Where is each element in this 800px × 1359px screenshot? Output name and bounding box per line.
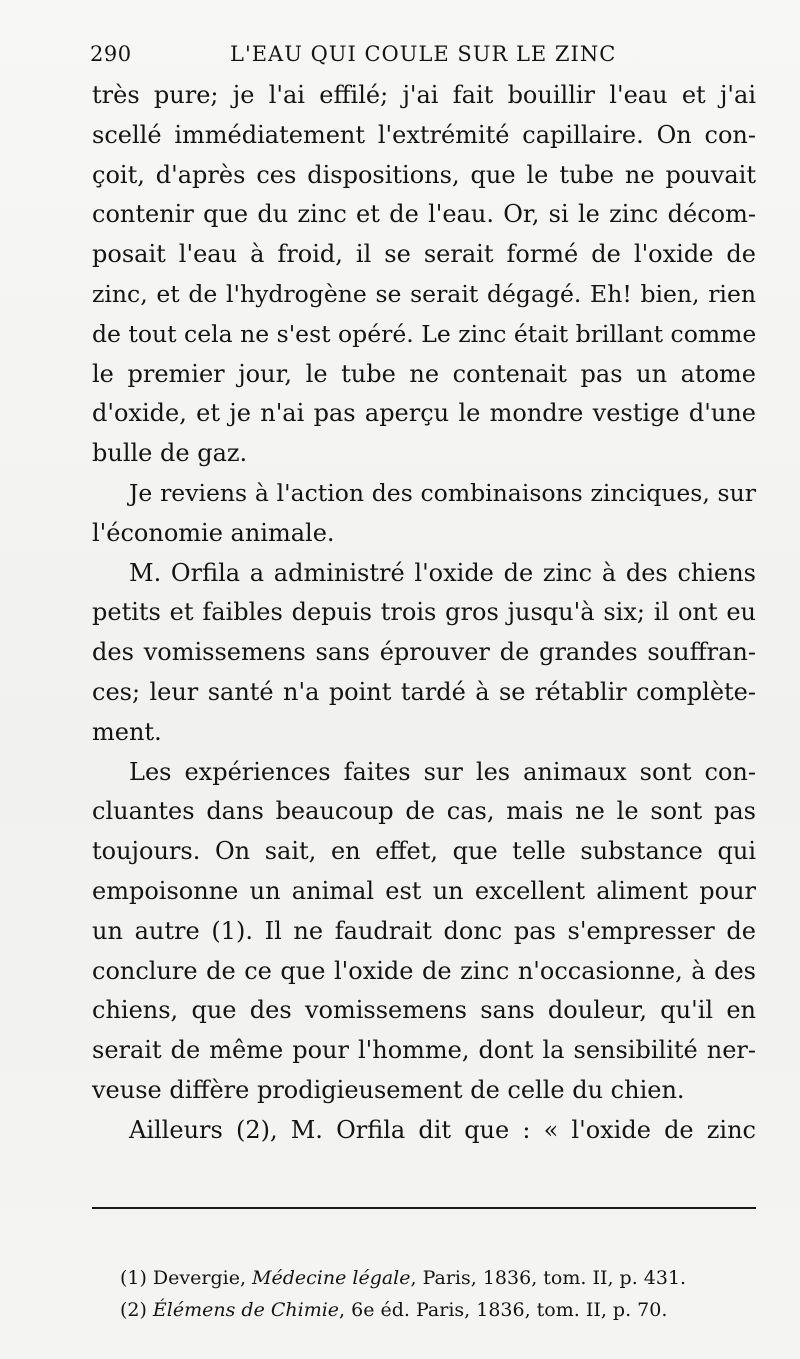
text-line: ces; leur santé n'a point tardé à se rétablir complète- [92,677,756,706]
body-text [92,76,756,1151]
text-line: conclure de ce que l'oxide de zinc n'occasionne, à des [92,956,756,985]
text-line: serait de même pour l'homme, dont la sensibilité ner- [92,1036,756,1065]
footnote-mark: (1) [120,1267,147,1289]
text-line: bulle de gaz. [92,439,248,468]
footnote-author: Devergie, [152,1267,253,1289]
page-number: 290 [90,42,132,66]
footnote-title: Médecine légale [252,1267,411,1289]
text-line: scellé immédiatement l'extrémité capillaire. On con- [92,120,756,149]
footnote-mark: (2) [120,1299,147,1321]
text-line: très pure; je l'ai effilé; j'ai fait bouillir l'eau et j'ai [92,81,756,109]
text-line: ment. [92,717,162,746]
text-line: empoisonne un animal est un excellent aliment pour [92,876,756,905]
text-line: petits et faibles depuis trois gros jusqu'à six; il ont eu [92,598,756,627]
text-line: Ailleurs (2), M. Orfila dit que : « l'oxide de zinc [129,1115,756,1144]
text-line: M. Orfila a administré l'oxide de zinc à des chiens [129,558,756,587]
footnote-divider [92,1207,756,1209]
footnotes [120,1262,760,1326]
text-line: posait l'eau à froid, il se serait formé de l'oxide de [92,240,756,269]
text-line: le premier jour, le tube ne contenait pas un atome [92,359,756,388]
text-line: Je reviens à l'action des combinaisons zinciques, sur [129,478,756,507]
page-header [90,38,770,74]
text-line: contenir que du zinc et de l'eau. Or, si le zinc décom- [92,200,756,229]
text-line: veuse diffère prodigieusement de celle du chien. [92,1075,685,1104]
footnote-details: , 6e éd. Paris, 1836, tom. II, p. 70. [339,1299,668,1321]
text-line: l'économie animale. [92,518,335,547]
text-line: Les expériences faites sur les animaux sont con- [129,757,756,786]
footnote-details: , Paris, 1836, tom. II, p. 431. [410,1267,687,1289]
text-line: de tout cela ne s'est opéré. Le zinc était brillant comme [92,319,757,348]
text-line: toujours. On sait, en effet, que telle substance qui [92,837,756,866]
text-line: des vomissemens sans éprouver de grandes souffran- [92,638,756,667]
text-line: zinc, et de l'hydrogène se serait dégagé. Eh! bien, rien [92,279,756,308]
running-title: L'EAU QUI COULE SUR LE ZINC [230,42,617,66]
text-line: chiens, que des vomissemens sans douleur, qu'il en [92,996,756,1025]
text-line: un autre (1). Il ne faudrait donc pas s'empresser de [92,916,756,945]
text-line: d'oxide, et je n'ai pas aperçu le mondre vestige d'une [92,399,756,428]
text-line: cluantes dans beaucoup de cas, mais ne le sont pas [92,797,756,826]
text-line: çoit, d'après ces dispositions, que le tube ne pouvait [92,160,756,189]
footnote [120,1294,760,1326]
footnote-title: Élémens de Chimie [152,1299,340,1321]
footnote [120,1262,760,1294]
